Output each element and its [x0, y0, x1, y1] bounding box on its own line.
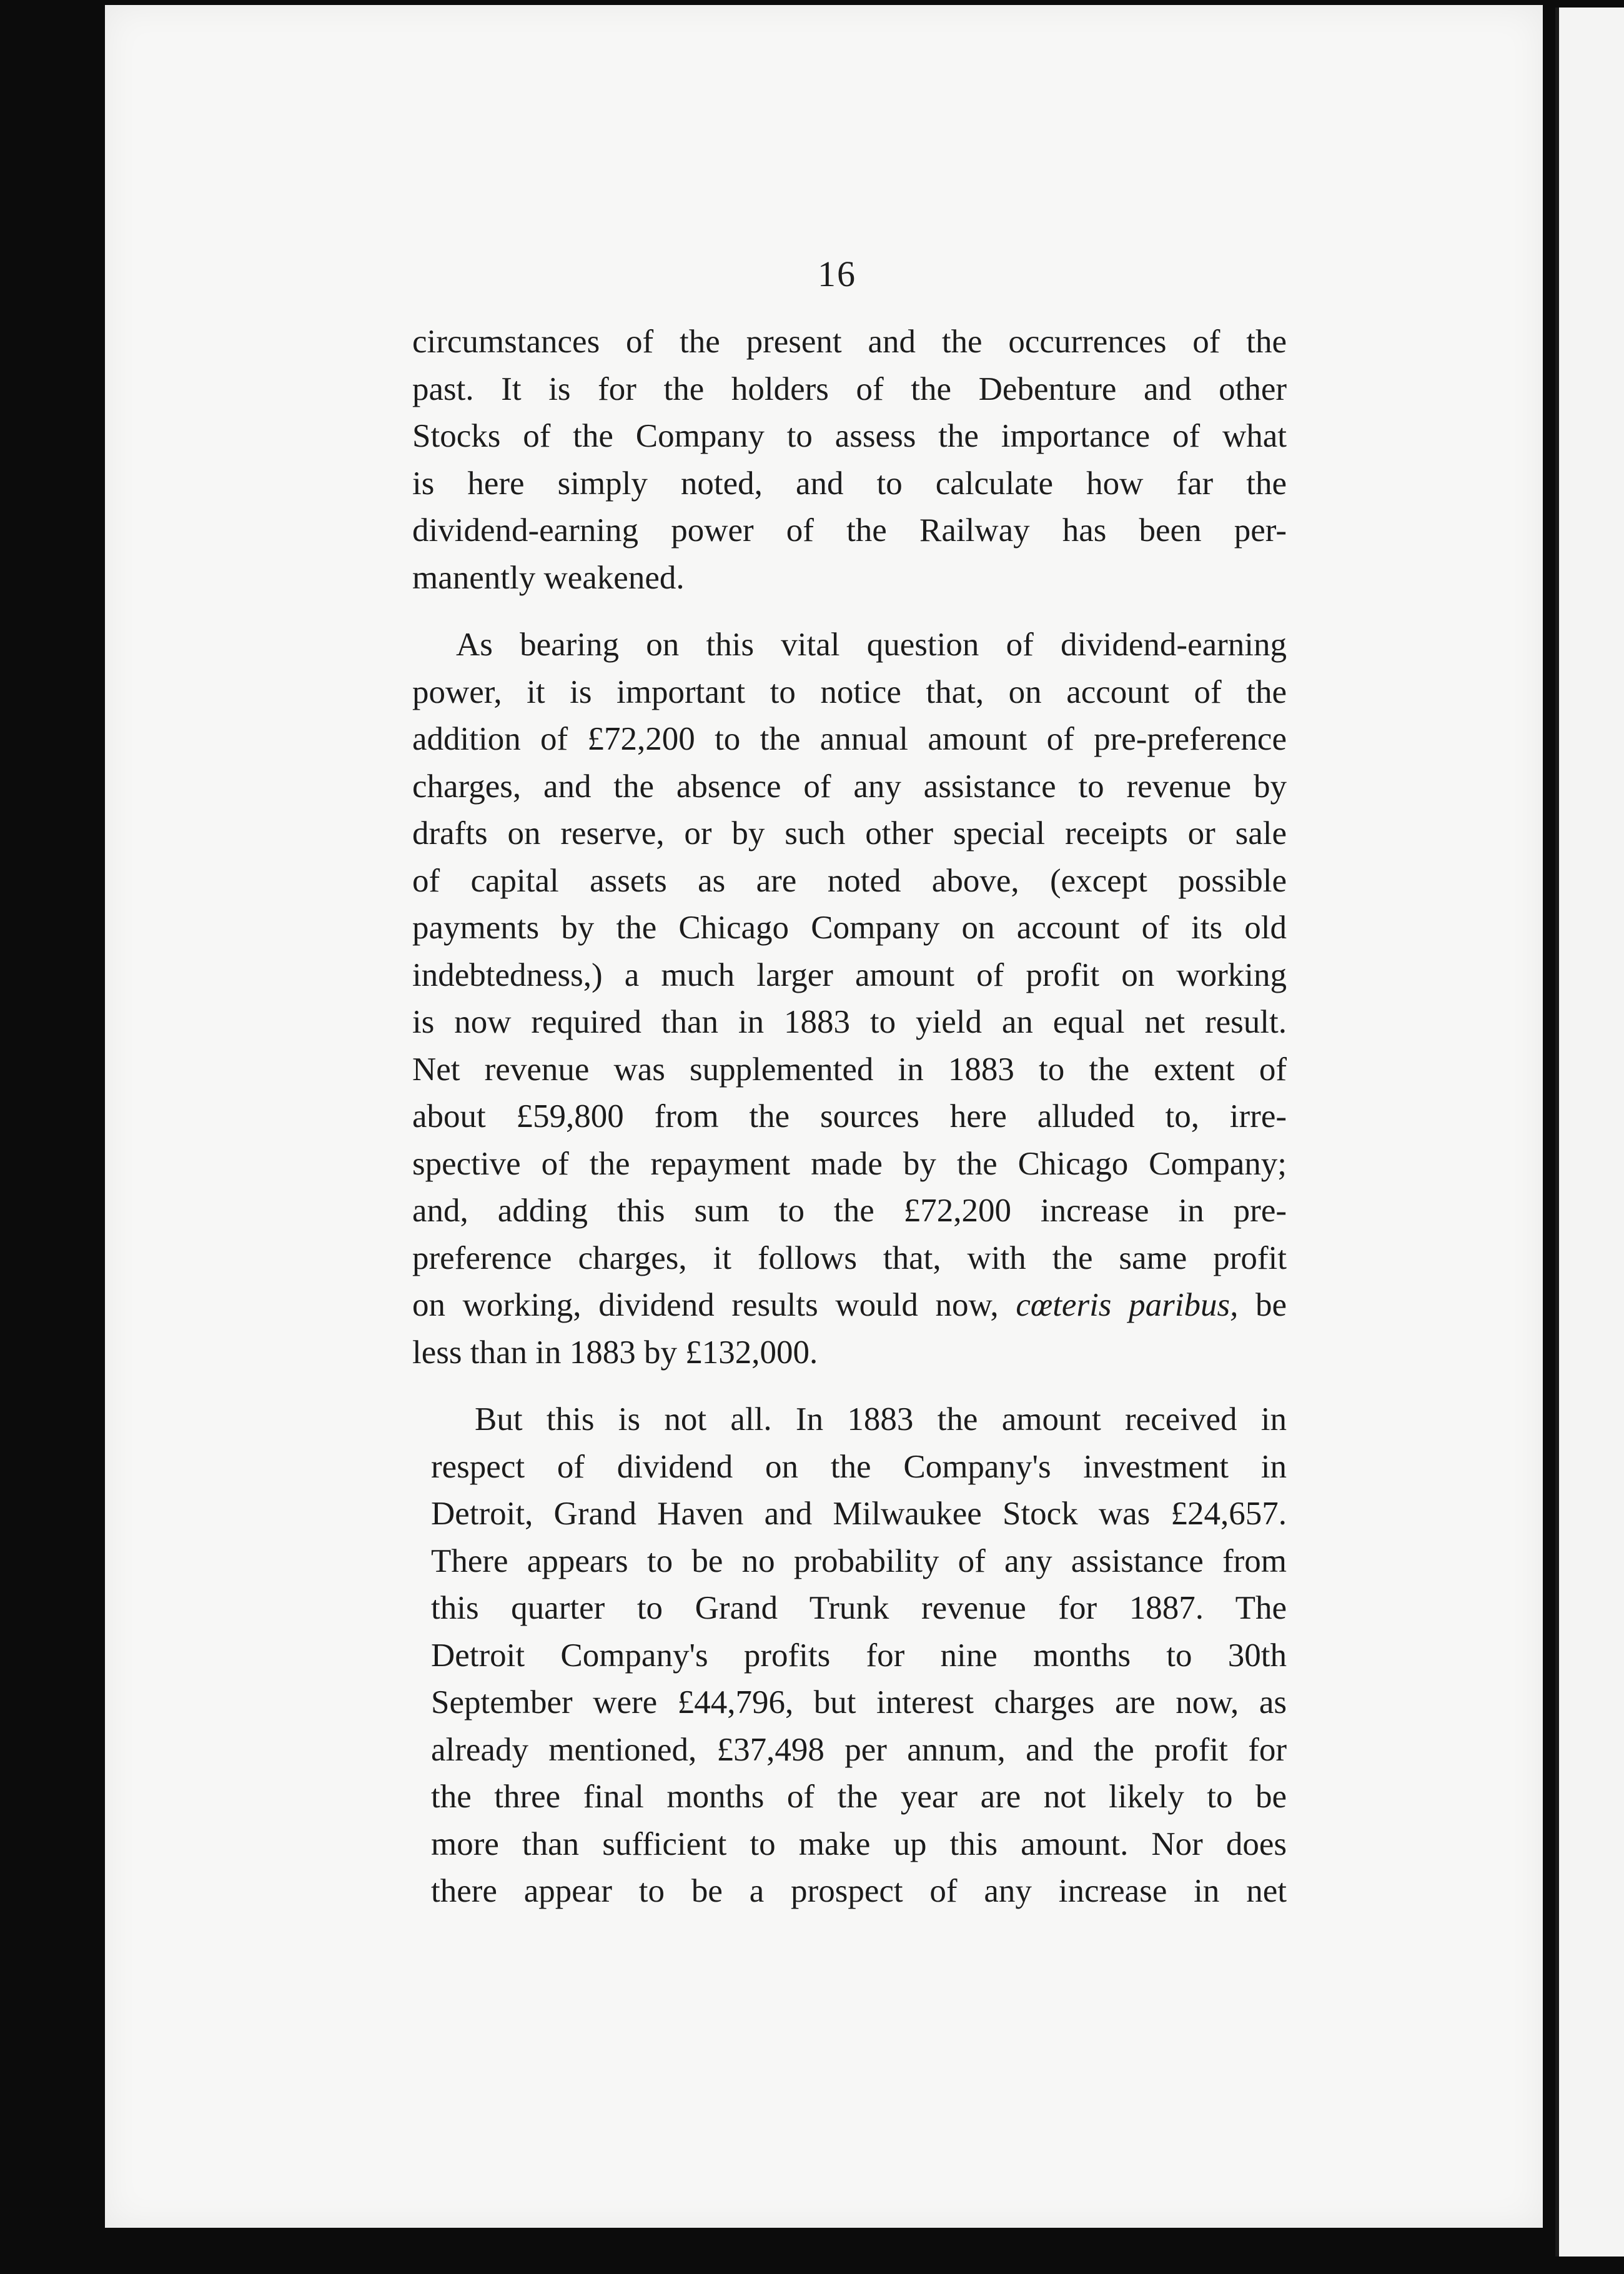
text-line: But this is not all. In 1883 the amount received in: [475, 1401, 1287, 1437]
text-line: dividend-earning power of the Railway has been per-: [412, 512, 1287, 549]
text-line: charges, and the absence of any assistance to revenue by: [412, 768, 1287, 805]
text-line: there appear to be a prospect of any increase in net: [431, 1873, 1287, 1909]
text-line: this quarter to Grand Trunk revenue for 1887. The: [431, 1590, 1287, 1626]
text-line: respect of dividend on the Company's investment in: [431, 1448, 1287, 1485]
text-line: payments by the Chicago Company on account of its old: [412, 910, 1287, 946]
text-line: Detroit Company's profits for nine months to 30th: [431, 1637, 1287, 1674]
text-line: September were £44,796, but interest charges are now, as: [431, 1684, 1287, 1720]
text-segment: be: [1238, 1287, 1287, 1323]
text-line: past. It is for the holders of the Debenture and other: [412, 370, 1287, 407]
text-line: already mentioned, £37,498 per annum, and the profit for: [431, 1731, 1287, 1768]
text-line: of capital assets as are noted above, (except possible: [412, 862, 1287, 899]
text-line: drafts on reserve, or by such other special receipts or sale: [412, 815, 1287, 852]
text-line: addition of £72,200 to the annual amount of pre-preference: [412, 721, 1287, 757]
text-line: manently weakened.: [412, 559, 685, 596]
text-line: indebtedness,) a much larger amount of profit on working: [412, 956, 1287, 993]
text-line-with-italic: [412, 1282, 1287, 1329]
text-line: power, it is important to notice that, on account of the: [412, 673, 1287, 710]
text-line: about £59,800 from the sources here alluded to, irre-: [412, 1098, 1287, 1135]
text-line: Net revenue was supplemented in 1883 to the extent of: [412, 1051, 1287, 1088]
page-number: 16: [818, 254, 856, 294]
paragraph-2: [412, 622, 1287, 1376]
text-segment: on working, dividend results would now,: [412, 1287, 999, 1323]
text-line: spective of the repayment made by the Chicago Company;: [412, 1145, 1287, 1182]
next-page-edge: [1555, 7, 1624, 2257]
text-line: Stocks of the Company to assess the importance of what: [412, 418, 1287, 454]
text-line: less than in 1883 by £132,000.: [412, 1334, 818, 1371]
text-line: and, adding this sum to the £72,200 increase in pre-: [412, 1193, 1287, 1229]
text-line: Detroit, Grand Haven and Milwaukee Stock was £24,657.: [431, 1496, 1287, 1532]
italic-phrase: cœteris paribus,: [1016, 1287, 1239, 1323]
text-line: As bearing on this vital question of dividend-earning: [456, 627, 1287, 663]
text-line: There appears to be no probability of any assistance from: [431, 1542, 1287, 1579]
text-line: the three final months of the year are not likely to be: [431, 1779, 1287, 1815]
text-line: more than sufficient to make up this amount. Nor does: [431, 1825, 1287, 1862]
text-line: preference charges, it follows that, with the same profit: [412, 1239, 1287, 1276]
text-line: is now required than in 1883 to yield an equal net result.: [412, 1004, 1287, 1040]
text-line: is here simply noted, and to calculate how far the: [412, 465, 1287, 502]
paragraph-1: [412, 319, 1287, 602]
paragraph-3: [431, 1396, 1287, 1915]
body-text: [412, 319, 1287, 1915]
text-line: circumstances of the present and the occurrences of the: [412, 324, 1287, 360]
